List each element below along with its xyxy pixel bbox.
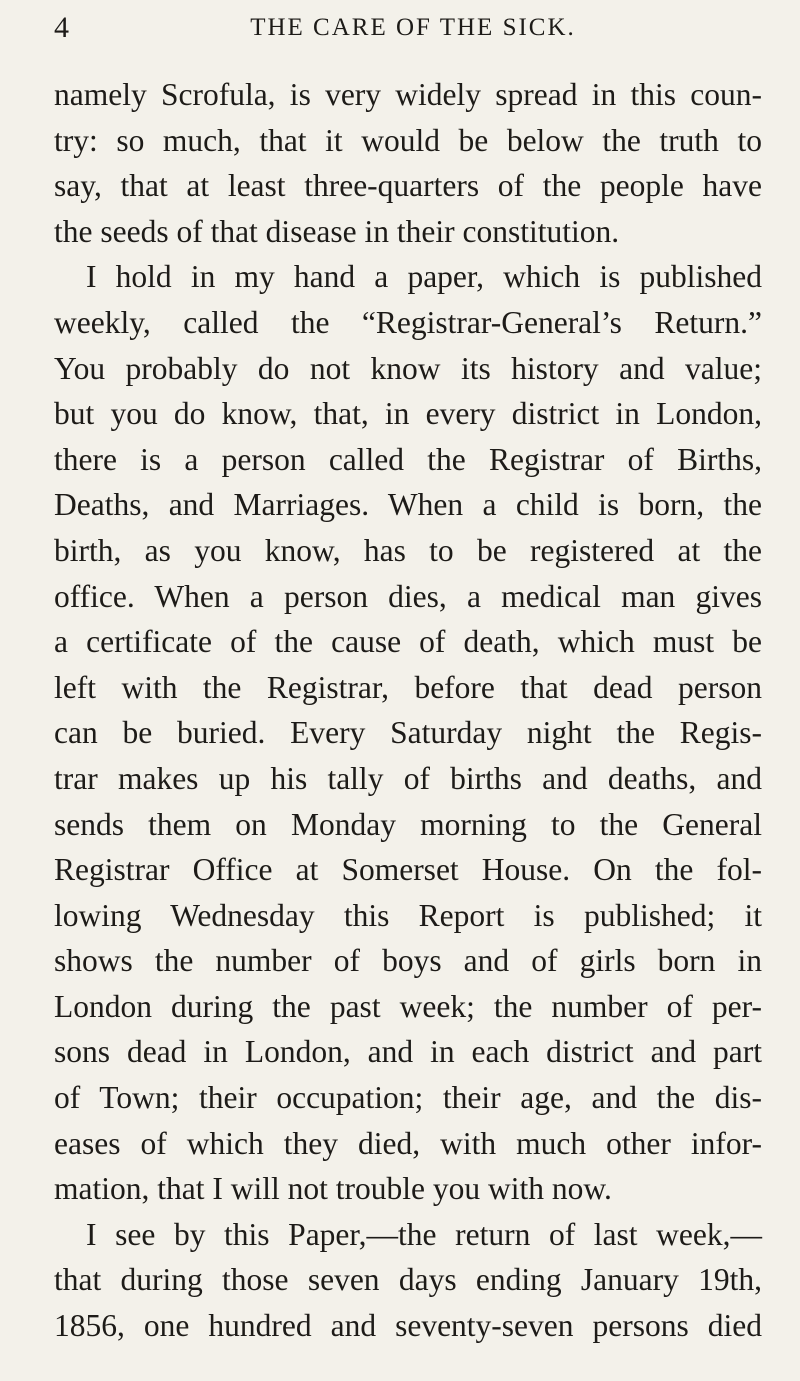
text-line: say, that at least three-quarters of the people have xyxy=(54,168,762,204)
body-text xyxy=(54,72,762,1349)
text-line: left with the Registrar, before that dead person xyxy=(54,669,762,705)
text-line: Deaths, and Marriages. When a child is born, the xyxy=(54,487,762,523)
text-line: trar makes up his tally of births and deaths, and xyxy=(54,760,762,796)
text-line: eases of which they died, with much other infor- xyxy=(54,1125,762,1161)
text-line: London during the past week; the number of per- xyxy=(54,988,762,1024)
text-line: You probably do not know its history and value; xyxy=(54,350,762,386)
text-line: that during those seven days ending January 19th, xyxy=(54,1262,762,1298)
page-number: 4 xyxy=(54,11,69,44)
text-line: sends them on Monday morning to the General xyxy=(54,806,762,842)
text-line: there is a person called the Registrar of Births, xyxy=(54,441,762,477)
text-line: sons dead in London, and in each district and part xyxy=(54,1034,762,1070)
text-line: Registrar Office at Somerset House. On the fol- xyxy=(54,852,762,888)
text-line: weekly, called the “Registrar-General’s Return.” xyxy=(54,304,762,340)
text-line: 1856, one hundred and seventy-seven persons died xyxy=(54,1308,762,1344)
text-line: of Town; their occupation; their age, and the dis- xyxy=(54,1080,762,1116)
text-line: a certificate of the cause of death, which must be xyxy=(54,624,762,660)
running-title: THE CARE OF THE SICK. xyxy=(250,14,576,41)
text-line: I see by this Paper,—the return of last week,— xyxy=(86,1216,762,1252)
text-line: birth, as you know, has to be registered at the xyxy=(54,532,762,568)
text-line: can be buried. Every Saturday night the Regis- xyxy=(54,715,762,751)
text-line: namely Scrofula, is very widely spread in this coun- xyxy=(54,77,762,112)
text-line: lowing Wednesday this Report is published; it xyxy=(54,897,762,933)
running-head xyxy=(54,0,762,58)
text-line: I hold in my hand a paper, which is published xyxy=(86,259,762,295)
text-line: office. When a person dies, a medical man gives xyxy=(54,578,762,614)
text-line: shows the number of boys and of girls born in xyxy=(54,943,762,979)
text-line: the seeds of that disease in their constitution. xyxy=(54,213,620,249)
text-line: mation, that I will not trouble you with now. xyxy=(54,1171,612,1207)
text-line: try: so much, that it would be below the truth to xyxy=(54,122,762,158)
text-line: but you do know, that, in every district in London, xyxy=(54,396,762,432)
